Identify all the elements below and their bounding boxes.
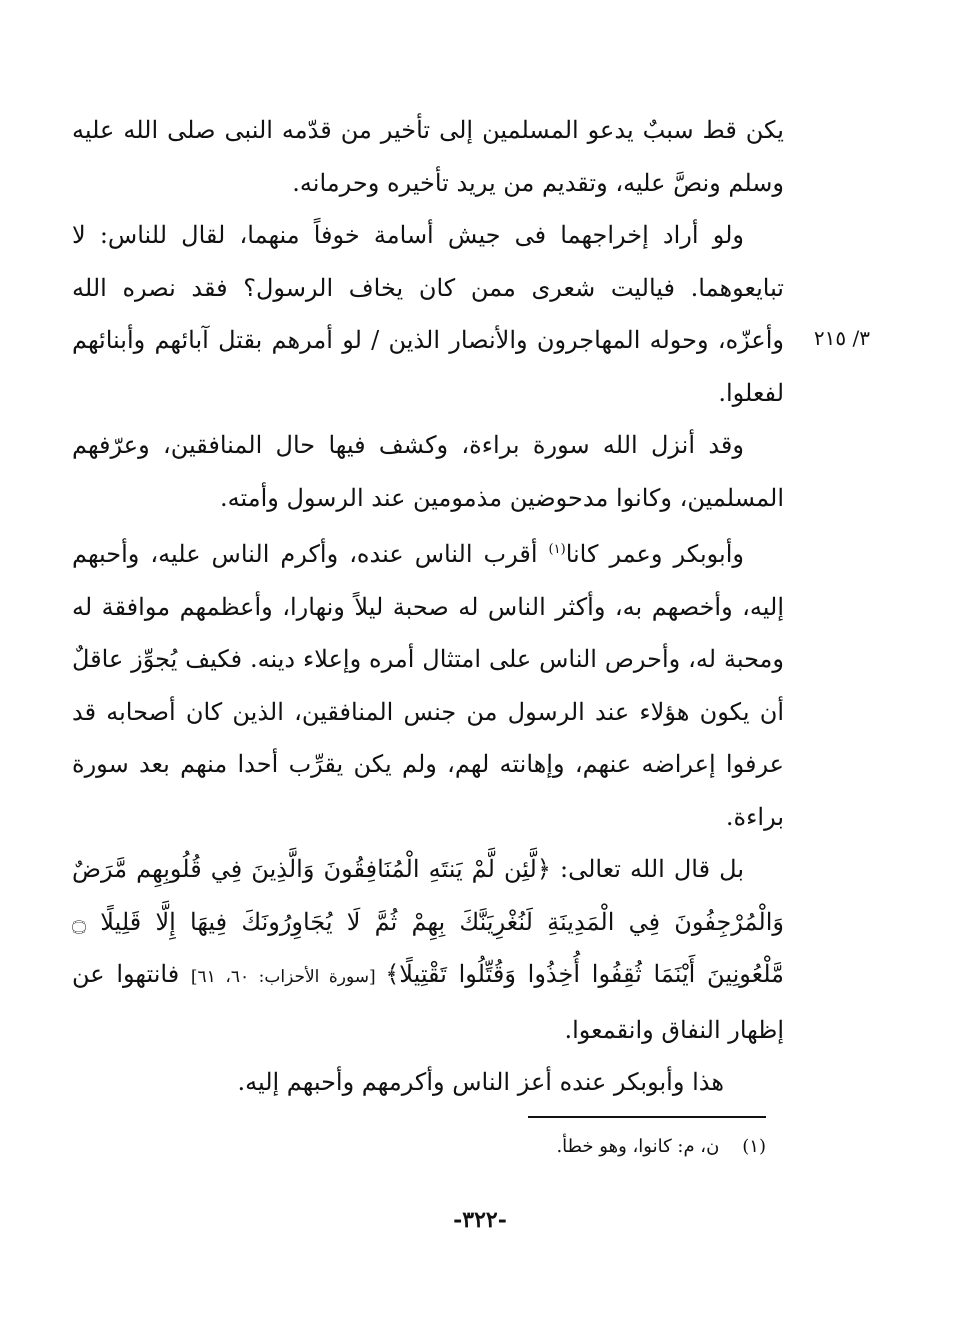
paragraph-4-rest: أقرب الناس عنده، وأكرم الناس عليه، وأحبهم إليه، وأخصهم به، وأكثر الناس له صحبة ليلاً ونهارا، وأعظمهم موافقة له ومحبة له، وأحرص الناس على امتثال أمره وإعلاء دينه. فكيف يُجوِّز عاقلٌ أن يكون هؤلاء عند الرسول من جنس المنافقين، الذين كان أصحابه قد عرفوا إعراضه عنهم، وإهانته لهم، ولم يكن يقرِّب أحدا منهم بعد سورة براءة.: [72, 540, 785, 831]
paragraph-2: ولو أراد إخراجهما فى جيش أسامة خوفاً منهما، لقال للناس: لا تبايعوهما. فياليت شعرى ممن كان يخاف الرسول؟ فقد نصره الله وأعزّه، وحوله المهاجرون والأنصار الذين / لو أمرهم بقتل آبائهم وأبنائهم لفعلوا.: [72, 221, 784, 407]
footnote-number: (١): [742, 1136, 766, 1157]
paragraph-6: هذا وأبوبكر عنده أعز الناس وأكرمهم وأحبهم إليه.: [237, 1068, 724, 1096]
paragraph-5-start: بل قال الله تعالى:: [550, 855, 745, 883]
verse-reference: [سورة الأحزاب: ٦٠، ٦١]: [190, 967, 386, 987]
paragraph-1: يكن قط سببٌ يدعو المسلمين إلى تأخير من قدّمه النبى صلى الله عليه وسلم ونصَّ عليه، وتقديم من يريد تأخيره وحرمانه.: [72, 116, 784, 197]
paragraph-3: وقد أنزل الله سورة براءة، وكشف فيها حال المنافقين، وعرّفهم المسلمين، وكانوا مدحوضين مذمومين عند الرسول وأمته.: [72, 431, 784, 512]
paragraph-5-rest: فانتهوا عن إظهار النفاق وانقمعوا.: [72, 960, 784, 1044]
footnote-marker: (١): [548, 542, 566, 557]
footnote-divider: [528, 1116, 766, 1118]
paragraph-5: [72, 843, 784, 1056]
footnote: [420, 1133, 766, 1161]
page-number: -٣٢٢-: [453, 1207, 507, 1233]
main-text: [72, 104, 784, 1109]
margin-reference: ٣/ ٢١٥: [813, 326, 870, 350]
paragraph-4-start: وأبوبكر وعمر كانا: [565, 540, 744, 568]
footnote-text: ن، م: كانوا، وهو خطأ.: [556, 1136, 720, 1157]
quran-verse: ﴿لَّئِن لَّمْ يَنتَهِ الْمُنَافِقُونَ وَالَّذِينَ فِي قُلُوبِهِم مَّرَضٌ وَالْمُرْجِفُونَ فِي الْمَدِينَةِ لَنُغْرِيَنَّكَ بِهِمْ ثُمَّ لَا يُجَاوِرُونَكَ فِيهَا إِلَّا قَلِيلًا ۝ مَّلْعُونِينَ أَيْنَمَا ثُقِفُوا أُخِذُوا وَقُتِّلُوا تَقْتِيلًا﴾: [72, 855, 785, 988]
paragraph-4: [72, 524, 784, 843]
